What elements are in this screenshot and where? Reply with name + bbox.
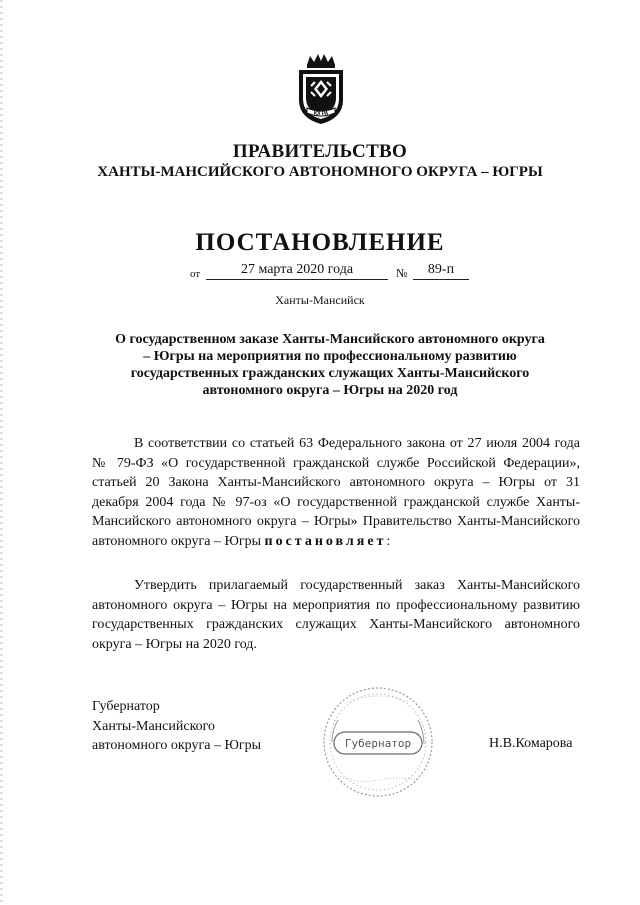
document-city: Ханты-Мансийск xyxy=(275,293,365,307)
body-paragraph-1-text: В соответствии со статьей 63 Федерального закона от 27 июля 2004 года № 79-ФЗ «О государственной гражданской службе Российской Федерации», статьей 20 Закона Ханты-Мансийского автономного округа – Югры от 31 декабря 2004 года № 97-оз «О государственной гражданской службе Ханты-Мансийского автономного округа – Югры» Правительство Ханты-Мансийского автономного округа – Югры xyxy=(92,436,580,549)
document-meta xyxy=(0,262,640,286)
signatory-title-line-2: Ханты-Мансийского xyxy=(92,718,216,734)
decree-colon: : xyxy=(386,533,391,549)
document-date: 27 марта 2020 года xyxy=(206,262,388,280)
document-type-title: ПОСТАНОВЛЕНИЕ xyxy=(195,229,445,256)
organization-subtitle: ХАНТЫ-МАНСИЙСКОГО АВТОНОМНОГО ОКРУГА – ЮГРЫ xyxy=(97,164,543,180)
document-subject: О государственном заказе Ханты-Мансийского автономного округа – Югры на мероприятия по профессиональному развитию государственных гражданских служащих Ханты-Мансийского автономного округа – Югры на 2020 год xyxy=(115,332,545,398)
signatory-title-line-1: Губернатор xyxy=(92,699,160,714)
date-prefix: от xyxy=(190,268,201,280)
signatory-title xyxy=(92,697,261,756)
document-number: 89-п xyxy=(413,262,469,280)
scan-edge xyxy=(0,0,3,905)
signatory-title-line-3: автономного округа – Югры xyxy=(92,738,261,753)
organization-title: ПРАВИТЕЛЬСТВО xyxy=(232,141,408,162)
signer-name: Н.В.Комарова xyxy=(489,736,573,751)
seal-text: Губернатор xyxy=(344,737,412,750)
body-paragraph-2: Утвердить прилагаемый государственный заказ Ханты-Мансийского автономного округа – Югры на мероприятия по профессиональному развитию государственных гражданских служащих Ханты-Мансийского автономного округа – Югры на 2020 год. xyxy=(92,578,580,652)
decree-word: постановляет xyxy=(264,533,387,549)
body-paragraph-1 xyxy=(92,434,580,551)
number-prefix: № xyxy=(396,266,408,280)
emblem-banner-text: ЮГРА xyxy=(313,111,329,117)
